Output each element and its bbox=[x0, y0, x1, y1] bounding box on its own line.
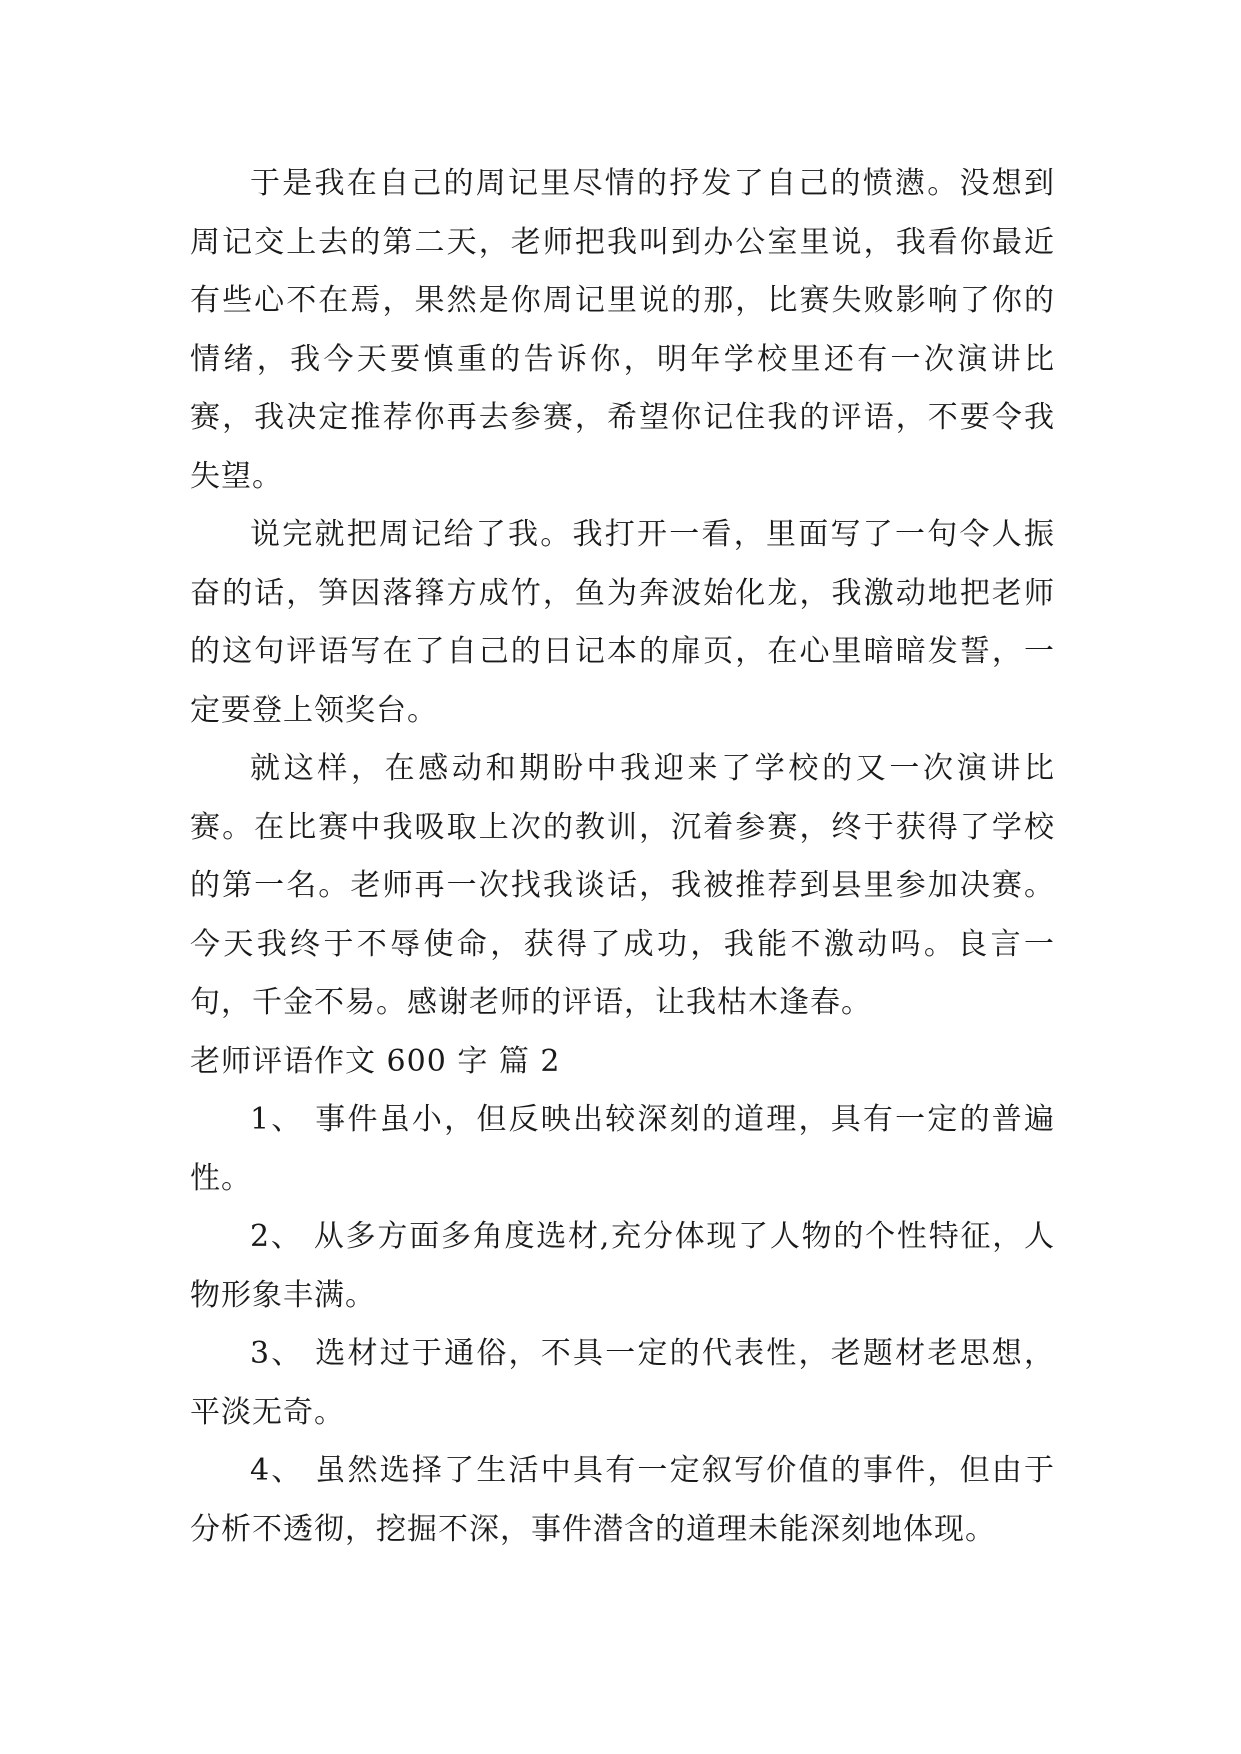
document-body bbox=[190, 155, 1055, 1559]
list-item-4: 4、 虽然选择了生活中具有一定叙写价值的事件，但由于分析不透彻，挖掘不深，事件潜含的道理未能深刻地体现。 bbox=[190, 1453, 1055, 1547]
paragraph-3: 就这样，在感动和期盼中我迎来了学校的又一次演讲比赛。在比赛中我吸取上次的教训，沉着参赛，终于获得了学校的第一名。老师再一次找我谈话，我被推荐到县里参加决赛。今天我终于不辱使命，获得了成功，我能不激动吗。良言一句，千金不易。感谢老师的评语，让我枯木逢春。 bbox=[190, 751, 1055, 1020]
list-item-2: 2、 从多方面多角度选材,充分体现了人物的个性特征，人物形象丰满。 bbox=[190, 1219, 1055, 1313]
list-item-1: 1、 事件虽小，但反映出较深刻的道理，具有一定的普遍性。 bbox=[190, 1102, 1055, 1196]
paragraph-2: 说完就把周记给了我。我打开一看，里面写了一句令人振奋的话，笋因落箨方成竹，鱼为奔波始化龙，我激动地把老师的这句评语写在了自己的日记本的扉页，在心里暗暗发誓，一定要登上领奖台。 bbox=[190, 517, 1055, 728]
paragraph-1: 于是我在自己的周记里尽情的抒发了自己的愤懑。没想到周记交上去的第二天，老师把我叫到办公室里说，我看你最近有些心不在焉，果然是你周记里说的那，比赛失败影响了你的情绪，我今天要慎重的告诉你，明年学校里还有一次演讲比赛，我决定推荐你再去参赛，希望你记住我的评语，不要令我失望。 bbox=[190, 166, 1055, 494]
section-heading: 老师评语作文 600 字 篇 2 bbox=[190, 1043, 561, 1079]
list-item-3: 3、 选材过于通俗，不具一定的代表性，老题材老思想，平淡无奇。 bbox=[190, 1336, 1055, 1430]
